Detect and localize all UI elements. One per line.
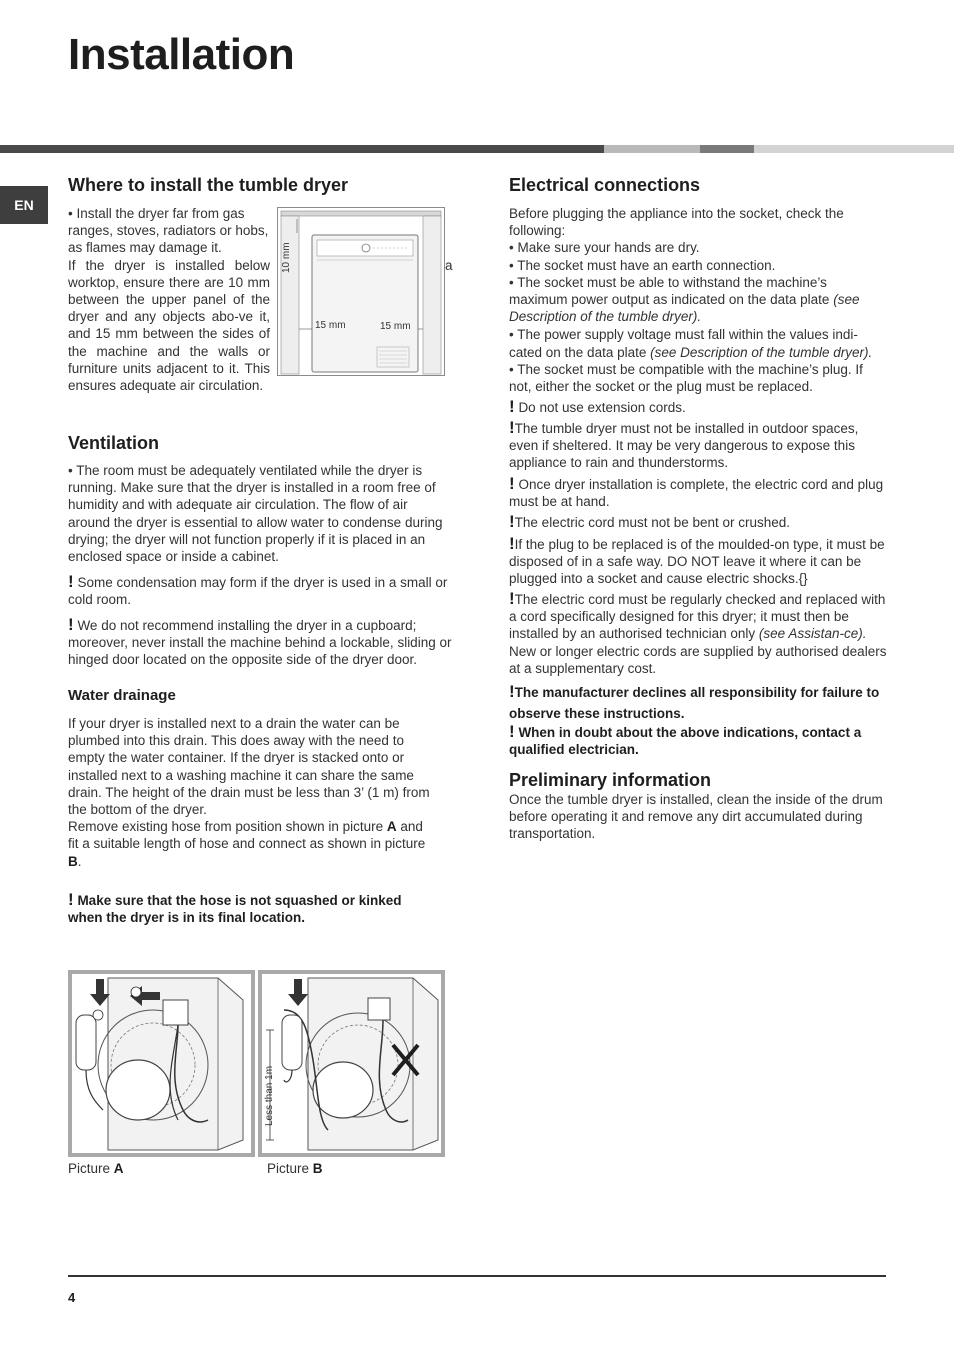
warning-icon: ! (68, 572, 74, 591)
electrical-w4-text: The electric cord must not be bent or crushed. (514, 515, 791, 530)
header-bar-mid (700, 145, 754, 153)
drainage-p2-pre: Remove existing hose from position shown in picture (68, 819, 387, 835)
picture-a-caption (68, 1161, 124, 1176)
picture-b-label: Picture (267, 1161, 313, 1176)
picture-a-letter: A (113, 1161, 124, 1176)
electrical-w1-text: Do not use extension cords. (518, 400, 686, 415)
drainage-warning (68, 891, 438, 926)
preliminary-p1: Once the tumble dryer is installed, clean the inside of the drum before operating it and remove any dirt accumulated during transportation. (509, 792, 883, 842)
dryer-back-drawing-a (68, 970, 255, 1157)
electrical-warning-5 (509, 535, 887, 588)
electrical-w8-text: When in doubt about the above indications, contact a qualified electrician. (509, 725, 862, 758)
page-title: Installation (68, 30, 295, 79)
dryer-back-drawing-b (258, 970, 445, 1157)
electrical-bullet-3 (509, 274, 887, 326)
picture-b-ref: B (68, 853, 78, 869)
header-bar-pale (754, 145, 954, 153)
where-p1: • Install the dryer far from gas ranges, stoves, radiators or hobs, as flames may damage it. (68, 206, 269, 256)
electrical-bullet-2: • The socket must have an earth connection. (509, 257, 776, 273)
electrical-warning-2 (509, 419, 887, 472)
right-gap-label: 15 mm (380, 321, 411, 332)
electrical-warning-3 (509, 475, 887, 510)
picture-a-ref: A (386, 819, 397, 835)
electrical-warning-6 (509, 590, 887, 677)
electrical-w6-post: New or longer electric cords are supplied by authorised dealers at a supplementary cost. (509, 643, 887, 676)
electrical-w2-text: The tumble dryer must not be installed in outdoor spaces, even if sheltered. It may be very dangerous to expose this appliance to rain and thunderstorms. (509, 421, 859, 471)
drainage-p2 (68, 818, 430, 870)
electrical-b4-ref: (see Description of the tumble dryer). (650, 344, 873, 360)
drainage-p1: If your dryer is installed next to a drain the water can be plumbed into this drain. This does away with the need to empty the water container. If the dryer is stacked onto or installed next to a washing machine it can share the same drain. The height of the drain must be less than 3’ (1 m) from the bottom of the dryer. (68, 716, 430, 818)
warning-icon: ! (509, 397, 515, 416)
warning-icon: ! (509, 534, 515, 553)
electrical-intro: Before plugging the appliance into the socket, check the following: (509, 206, 844, 239)
drainage-text (68, 715, 430, 870)
electrical-bullet-4 (509, 326, 887, 360)
electrical-b3-text: • The socket must be able to withstand the machine’s maximum power output as indicated on the data plate (509, 274, 834, 308)
page-number: 4 (68, 1290, 76, 1305)
clearance-figure (277, 207, 445, 376)
picture-a-label: Picture (68, 1161, 114, 1176)
ventilation-warning-2 (68, 616, 452, 669)
ventilation-heading: Ventilation (68, 433, 160, 453)
electrical-intro-block (509, 205, 887, 395)
electrical-warning-8 (509, 723, 887, 758)
header-bar-light (604, 145, 700, 153)
picture-b-illustration (258, 970, 445, 1157)
warning-icon: ! (509, 589, 515, 608)
electrical-w3-text: Once dryer installation is complete, the electric cord and plug must be at hand. (509, 477, 884, 510)
electrical-b4-text: • The power supply voltage must fall within the values indi-cated on the data plate (509, 327, 858, 360)
top-gap-label: 10 mm (281, 242, 292, 273)
warning-icon: ! (509, 722, 515, 741)
electrical-w5-text: If the plug to be replaced is of the moulded-on type, it must be disposed of in a safe way. DO NOT leave it where it can be plugged into a socket and cause electric shocks.{} (509, 537, 885, 587)
header-bar-dark (0, 145, 604, 153)
stray-letter: a (445, 258, 453, 273)
warning-icon: ! (509, 512, 515, 531)
clearance-diagram (277, 207, 445, 376)
where-heading: Where to install the tumble dryer (68, 175, 349, 195)
electrical-bullet-1: • Make sure your hands are dry. (509, 240, 700, 256)
picture-b-letter: B (312, 1161, 323, 1176)
electrical-heading: Electrical connections (509, 175, 701, 195)
electrical-w6-text: The electric cord must be regularly checked and replaced with a cord specifically designed for this dryer; it must then be installed by an authorised technician only (509, 592, 886, 642)
warning-icon: ! (509, 418, 515, 437)
language-tab: EN (0, 186, 48, 224)
ventilation-p1: • The room must be adequately ventilated while the dryer is running. Make sure that the dryer is installed in a room free of humidity and with adequate air circulation. The flow of air around the dryer is essential to allow water to condense during drying; the dryer will not function properly if it is placed in an enclosed space or inside a cabinet. (68, 463, 443, 565)
electrical-w6-ref: (see Assistan-ce). (758, 626, 867, 642)
picture-a-illustration (68, 970, 255, 1157)
electrical-w7-text: The manufacturer declines all responsibility for failure to observe these instructions. (509, 685, 880, 721)
drainage-w1-text: Make sure that the hose is not squashed or kinked when the dryer is in its final location. (68, 893, 402, 926)
warning-icon: ! (68, 890, 74, 909)
warning-icon: ! (509, 682, 515, 701)
electrical-warning-7 (509, 681, 887, 724)
where-text (68, 205, 270, 394)
hose-height-label: Less than 1m (264, 1065, 275, 1126)
picture-b-caption (267, 1161, 323, 1176)
electrical-b3-ref: (see Description of the tumble dryer). (509, 292, 860, 325)
footer-rule (68, 1275, 886, 1277)
drainage-p2-mid: and fit a suitable length of hose and connect as shown in picture (68, 819, 426, 852)
left-gap-label: 15 mm (315, 320, 346, 331)
electrical-warning-4 (509, 513, 887, 531)
warning-icon: ! (509, 474, 515, 493)
ventilation-warning-1 (68, 573, 452, 608)
drainage-p2-end: . (77, 853, 82, 869)
where-p2: If the dryer is installed below worktop, ensure there are 10 mm between the upper panel of the dryer and any objects abo-ve it, and 15 mm between the sides of the machine and the walls or furniture units adjacent to it. This ensures adequate air circulation. (68, 257, 270, 394)
warning-icon: ! (68, 615, 74, 634)
electrical-bullet-5: • The socket must be compatible with the machine’s plug. If not, either the socket or the plug must be replaced. (509, 361, 863, 395)
ventilation-w1-text: Some condensation may form if the dryer is used in a small or cold room. (68, 575, 448, 608)
drainage-heading: Water drainage (68, 687, 176, 704)
ventilation-w2-text: We do not recommend installing the dryer in a cupboard; moreover, never install the machine behind a lockable, sliding or hinged door located on the opposite side of the dryer door. (68, 618, 452, 668)
preliminary-heading: Preliminary information (509, 770, 712, 790)
electrical-warning-1 (509, 398, 887, 416)
